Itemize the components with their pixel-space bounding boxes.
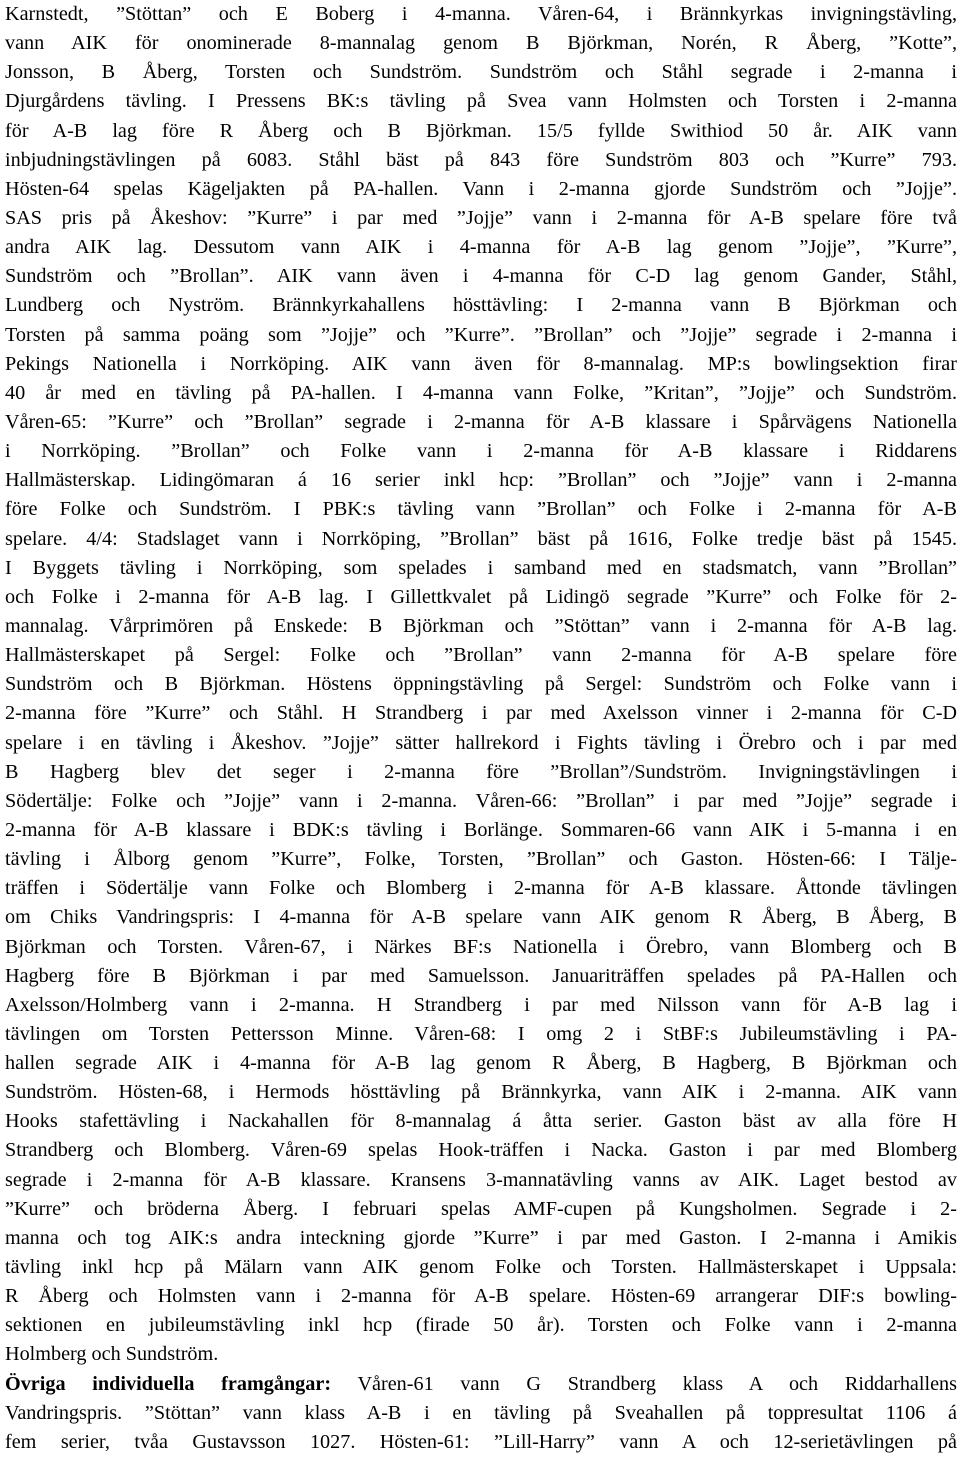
text-line: SAS pris på Åkeshov: ”Kurre” i par med ”Jojje” vann i 2-manna för A-B spelare före två — [5, 206, 957, 229]
text-line: I Byggets tävling i Norrköping, som spelades i samband med en stadsmatch, vann ”Brollan” — [5, 556, 957, 579]
text-line: Sundström. Hösten-68, i Hermods hösttävling på Brännkyrka, vann AIK i 2-manna. AIK vann — [5, 1081, 957, 1104]
text-line: tävling inkl hcp på Mälarn vann AIK genom Folke och Torsten. Hallmästerskapet i Uppsala: — [5, 1256, 957, 1279]
text-line: mannalag. Vårprimören på Enskede: B Björkman och ”Stöttan” vann i 2-manna för A-B lag. — [5, 614, 957, 637]
text-line: Hagberg före B Björkman i par med Samuelsson. Januariträffen spelades på PA-Hallen och — [5, 964, 957, 987]
text-line: Södertälje: Folke och ”Jojje” vann i 2-manna. Våren-66: ”Brollan” i par med ”Jojje” segrade i — [5, 789, 957, 812]
text-line: Sundström och ”Brollan”. AIK vann även i 4-manna för C-D lag genom Gander, Ståhl, — [5, 265, 957, 288]
text-line: Strandberg och Blomberg. Våren-69 spelas Hook-träffen i Nacka. Gaston i par med Blomberg — [5, 1139, 957, 1162]
text-line: Vandringspris. ”Stöttan” vann klass A-B i en tävling på Sveahallen på toppresultat 1106 á — [5, 1401, 957, 1424]
text-line: vann AIK för onominerade 8-mannalag genom B Björkman, Norén, R Åberg, ”Kotte”, — [5, 32, 957, 55]
text-line: spelare i en tävling i Åkeshov. ”Jojje” sätter hallrekord i Fights tävling i Örebro och i par med — [5, 731, 957, 754]
text-line: för A-B lag före R Åberg och B Björkman. 15/5 fyllde Swithiod 50 år. AIK vann — [5, 119, 957, 142]
text-line: Hallmästerskap. Lidingömaran á 16 serier inkl hcp: ”Brollan” och ”Jojje” vann i 2-manna — [5, 469, 957, 492]
text-line-content: Våren-61 vann G Strandberg klass A och Riddarhallens — [331, 1372, 957, 1395]
text-line: Jonsson, B Åberg, Torsten och Sundström. Sundström och Ståhl segrade i 2-manna i — [5, 61, 957, 84]
text-line: R Åberg och Holmsten vann i 2-manna för A-B spelare. Hösten-69 arrangerar DIF:s bowling- — [5, 1285, 957, 1308]
text-line: andra AIK lag. Dessutom vann AIK i 4-manna för A-B lag genom ”Jojje”, ”Kurre”, — [5, 236, 957, 259]
text-line: Holmberg och Sundström. — [5, 1343, 219, 1366]
text-line: före Folke och Sundström. I PBK:s tävling vann ”Brollan” och Folke i 2-manna för A-B — [5, 498, 957, 521]
text-line: Pekings Nationella i Norrköping. AIK vann även för 8-mannalag. MP:s bowlingsektion firar — [5, 352, 957, 375]
text-line: Våren-65: ”Kurre” och ”Brollan” segrade i 2-manna för A-B klassare i Spårvägens Nationella — [5, 410, 957, 433]
text-line: manna och tog AIK:s andra inteckning gjorde ”Kurre” i par med Gaston. I 2-manna i Amikis — [5, 1226, 957, 1249]
text-line: 40 år med en tävling på PA-hallen. I 4-manna vann Folke, ”Kritan”, ”Jojje” och Sundström. — [5, 381, 957, 404]
section-lead-heading: Övriga individuella framgångar: — [5, 1372, 332, 1395]
text-line: Axelsson/Holmberg vann i 2-manna. H Strandberg i par med Nilsson vann för A-B lag i — [5, 993, 957, 1016]
text-line: Hooks stafettävling i Nackahallen för 8-mannalag á åtta serier. Gaston bäst av alla före H — [5, 1110, 957, 1133]
text-line: B Hagberg blev det seger i 2-manna före ”Brollan”/Sundström. Invigningstävlingen i — [5, 760, 957, 783]
text-line: träffen i Södertälje vann Folke och Blomberg i 2-manna för A-B klassare. Åttonde tävlingen — [5, 877, 957, 900]
individual-achievements-paragraph — [5, 1370, 957, 1457]
text-line: Lundberg och Nyström. Brännkyrkahallens hösttävling: I 2-manna vann B Björkman och — [5, 294, 957, 317]
text-line: fem serier, tvåa Gustavsson 1027. Hösten-61: ”Lill-Harry” vann A och 12-serietävlingen på — [5, 1430, 957, 1453]
text-line: segrade i 2-manna för A-B klassare. Kransens 3-mannatävling vanns av AIK. Laget bestod av — [5, 1168, 957, 1191]
text-line: i Norrköping. ”Brollan” och Folke vann i 2-manna för A-B klassare i Riddarens — [5, 440, 957, 463]
text-line: sektionen en jubileumstävling inkl hcp (firade 50 år). Torsten och Folke vann i 2-manna — [5, 1314, 957, 1337]
text-line: tävlingen om Torsten Pettersson Minne. Våren-68: I omg 2 i StBF:s Jubileumstävling i PA- — [5, 1022, 957, 1045]
text-line: om Chiks Vandringspris: I 4-manna för A-B spelare vann AIK genom R Åberg, B Åberg, B — [5, 906, 957, 929]
body-paragraph — [5, 0, 957, 1370]
text-line: 2-manna för A-B klassare i BDK:s tävling i Borlänge. Sommaren-66 vann AIK i 5-manna i en — [5, 818, 957, 841]
text-line: Torsten på samma poäng som ”Jojje” och ”Kurre”. ”Brollan” och ”Jojje” segrade i 2-manna i — [5, 323, 957, 346]
text-line: inbjudningstävlingen på 6083. Ståhl bäst på 843 före Sundström 803 och ”Kurre” 793. — [5, 148, 957, 171]
text-line: Djurgårdens tävling. I Pressens BK:s tävling på Svea vann Holmsten och Torsten i 2-manna — [5, 90, 957, 113]
text-line: hallen segrade AIK i 4-manna för A-B lag genom R Åberg, B Hagberg, B Björkman och — [5, 1052, 957, 1075]
text-line: Björkman och Torsten. Våren-67, i Närkes BF:s Nationella i Örebro, vann Blomberg och B — [5, 935, 957, 958]
text-line: Hösten-64 spelas Kägeljakten på PA-hallen. Vann i 2-manna gjorde Sundström och ”Jojje”. — [5, 177, 957, 200]
text-line: tävling i Ålborg genom ”Kurre”, Folke, Torsten, ”Brollan” och Gaston. Hösten-66: I Tälje- — [5, 848, 957, 871]
text-line: 2-manna före ”Kurre” och Ståhl. H Strandberg i par med Axelsson vinner i 2-manna för C-D — [5, 702, 957, 725]
text-line: spelare. 4/4: Stadslaget vann i Norrköping, ”Brollan” bäst på 1616, Folke tredje bäst på 1545. — [5, 527, 957, 550]
text-line: ”Kurre” och bröderna Åberg. I februari spelas AMF-cupen på Kungsholmen. Segrade i 2- — [5, 1197, 957, 1220]
text-line — [5, 1370, 957, 1399]
text-line: och Folke i 2-manna för A-B lag. I Gillettkvalet på Lidingö segrade ”Kurre” och Folke för 2- — [5, 585, 957, 608]
document-page — [5, 0, 957, 1457]
text-line: Sundström och B Björkman. Höstens öppningstävling på Sergel: Sundström och Folke vann i — [5, 673, 957, 696]
text-line: Karnstedt, ”Stöttan” och E Boberg i 4-manna. Våren-64, i Brännkyrkas invigningstävling, — [5, 3, 957, 25]
text-line: Hallmästerskapet på Sergel: Folke och ”Brollan” vann 2-manna för A-B spelare före — [5, 644, 957, 667]
